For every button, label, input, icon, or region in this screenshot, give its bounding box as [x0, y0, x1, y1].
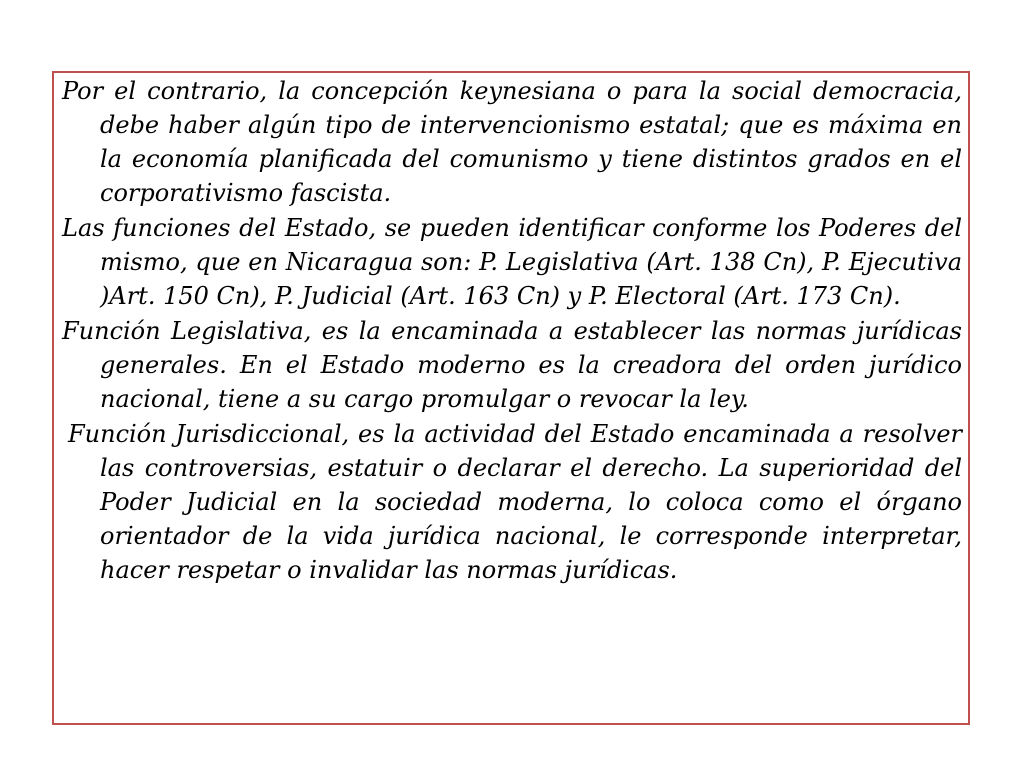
paragraph-state-functions: Las funciones del Estado, se pueden identificar conforme los Poderes del mismo, que en Nicaragua son: P. Legislativa (Art. 138 Cn), P. Ejecutiva )Art. 150 Cn), P. Judicial (Art. 163 Cn) y P. Electoral (Art. 173 Cn). — [62, 214, 962, 310]
paragraph-legislative-function: Función Legislativa, es la encaminada a establecer las normas jurídicas generales. En el Estado moderno es la creadora del orden jurídico nacional, tiene a su cargo promulgar o revocar la ley. — [62, 317, 962, 413]
paragraph-keynesian-conception: Por el contrario, la concepción keynesiana o para la social democracia, debe haber algún tipo de intervencionismo estatal; que es máxima en la economía planificada del comunismo y tiene distintos grados en el corporativismo fascista. — [62, 77, 962, 207]
paragraph-jurisdictional-function: Función Jurisdiccional, es la actividad del Estado encaminada a resolver las controversias, estatuir o declarar el derecho. La superioridad del Poder Judicial en la sociedad moderna, lo coloca como el órgano orientador de la vida jurídica nacional, le corresponde interpretar, hacer respetar o invalidar las normas jurídicas. — [68, 420, 962, 584]
slide-text-body — [62, 74, 962, 588]
